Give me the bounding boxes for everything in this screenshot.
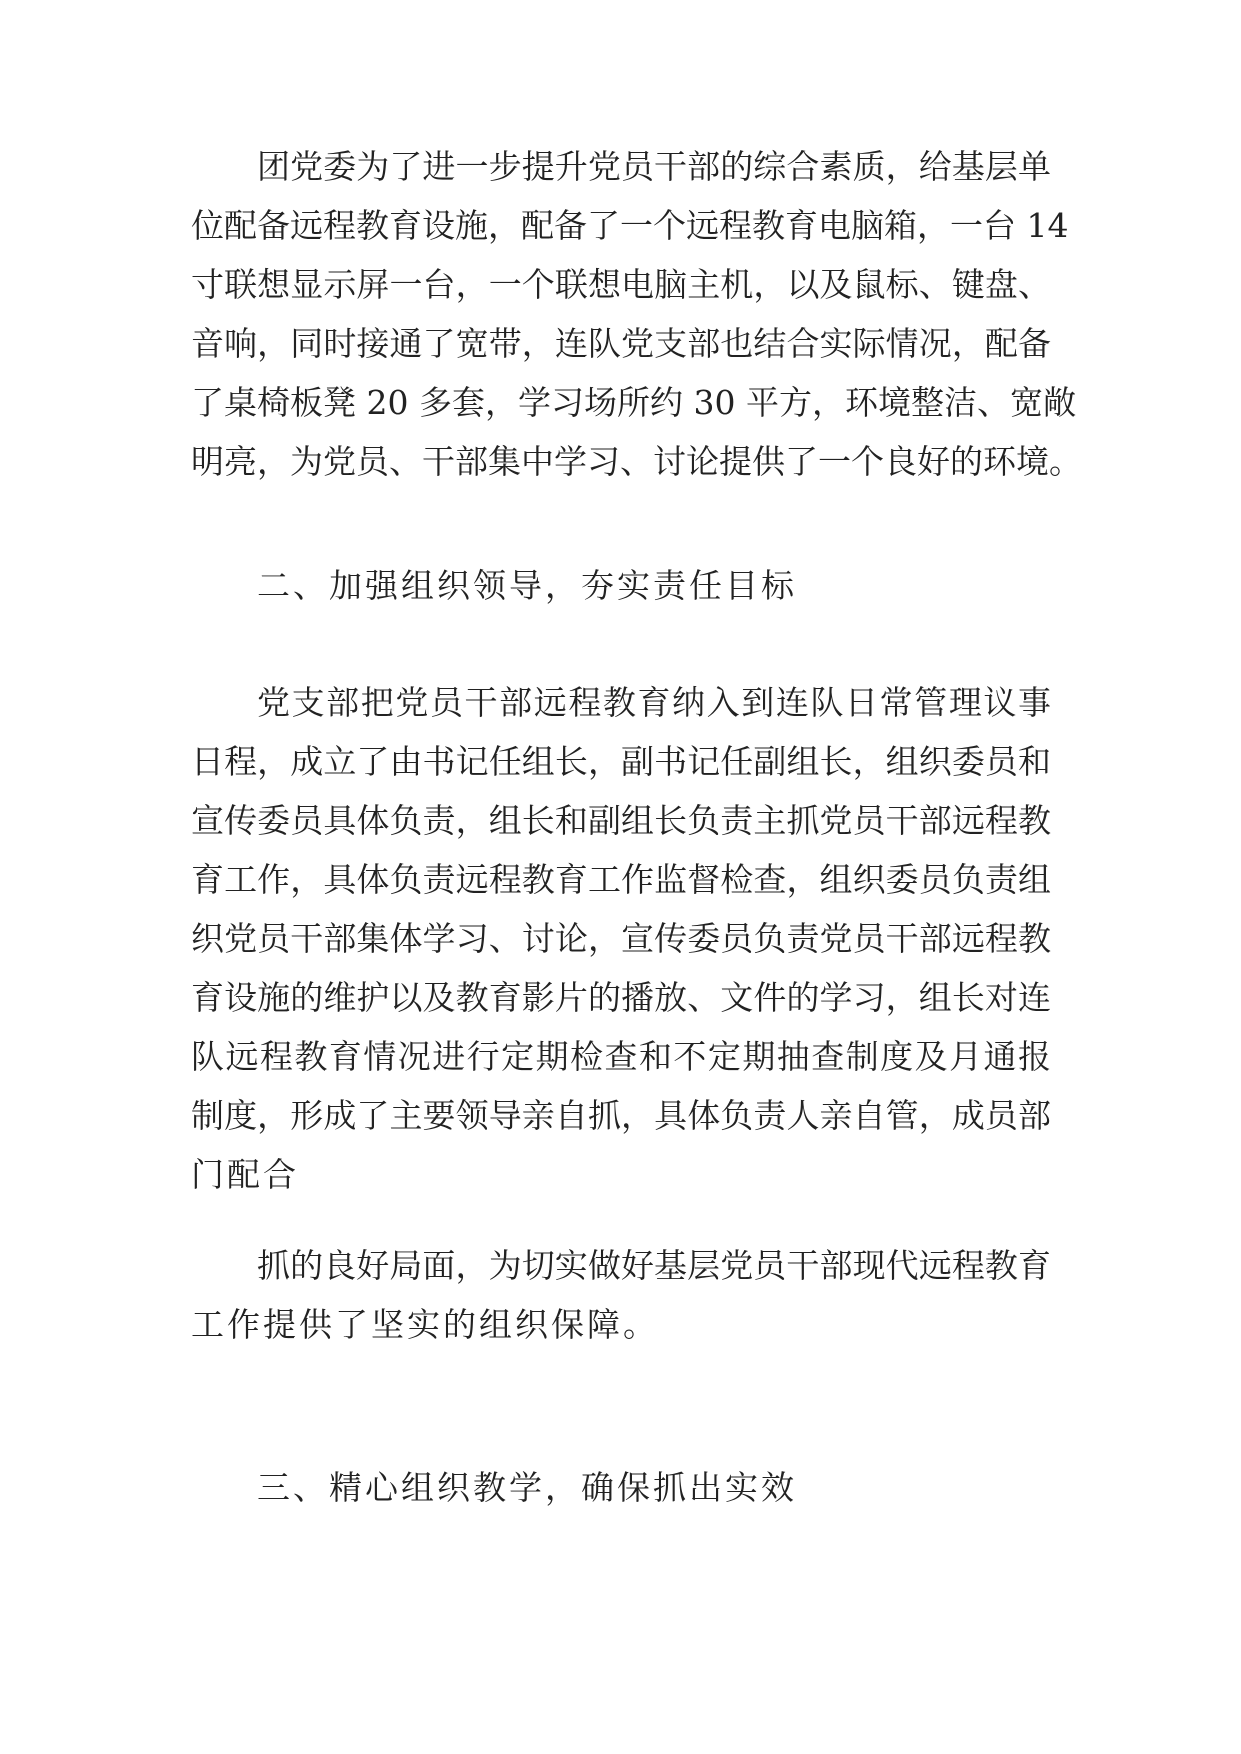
paragraph-line: 党支部把党员干部远程教育纳入到连队日常管理议事 <box>257 683 1051 722</box>
paragraph-line: 了桌椅板凳 20 多套，学习场所约 30 平方，环境整洁、宽敞 <box>191 383 1076 422</box>
paragraph-3 <box>191 1236 1051 1354</box>
paragraph-line: 位配备远程教育设施，配备了一个远程教育电脑箱，一台 14 <box>191 206 1069 245</box>
paragraph-line: 寸联想显示屏一台，一个联想电脑主机，以及鼠标、键盘、 <box>191 265 1051 304</box>
paragraph-line: 明亮，为党员、干部集中学习、讨论提供了一个良好的环境。 <box>191 442 1082 481</box>
paragraph-line: 育设施的维护以及教育影片的播放、文件的学习，组长对连 <box>191 978 1051 1017</box>
section-heading: 二、加强组织领导，夯实责任目标 <box>257 566 797 605</box>
paragraph-line: 音响，同时接通了宽带，连队党支部也结合实际情况，配备 <box>191 324 1051 363</box>
paragraph-line: 抓的良好局面，为切实做好基层党员干部现代远程教育 <box>257 1246 1051 1285</box>
paragraph-1 <box>191 137 1082 491</box>
paragraph-line: 工作提供了坚实的组织保障。 <box>191 1305 659 1344</box>
section-heading: 三、精心组织教学，确保抓出实效 <box>257 1468 797 1507</box>
paragraph-line: 织党员干部集体学习、讨论，宣传委员负责党员干部远程教 <box>191 919 1051 958</box>
paragraph-line: 队远程教育情况进行定期检查和不定期抽查制度及月通报 <box>191 1037 1051 1076</box>
paragraph-line: 制度，形成了主要领导亲自抓，具体负责人亲自管，成员部 <box>191 1096 1051 1135</box>
section-heading-2 <box>191 556 1051 615</box>
paragraph-line: 门配合 <box>191 1155 299 1194</box>
paragraph-line: 宣传委员具体负责，组长和副组长负责主抓党员干部远程教 <box>191 801 1051 840</box>
section-heading-3 <box>191 1458 1051 1517</box>
paragraph-line: 育工作，具体负责远程教育工作监督检查，组织委员负责组 <box>191 860 1051 899</box>
paragraph-line: 日程，成立了由书记任组长，副书记任副组长，组织委员和 <box>191 742 1051 781</box>
paragraph-2 <box>191 673 1051 1204</box>
paragraph-line: 团党委为了进一步提升党员干部的综合素质，给基层单 <box>257 147 1051 186</box>
